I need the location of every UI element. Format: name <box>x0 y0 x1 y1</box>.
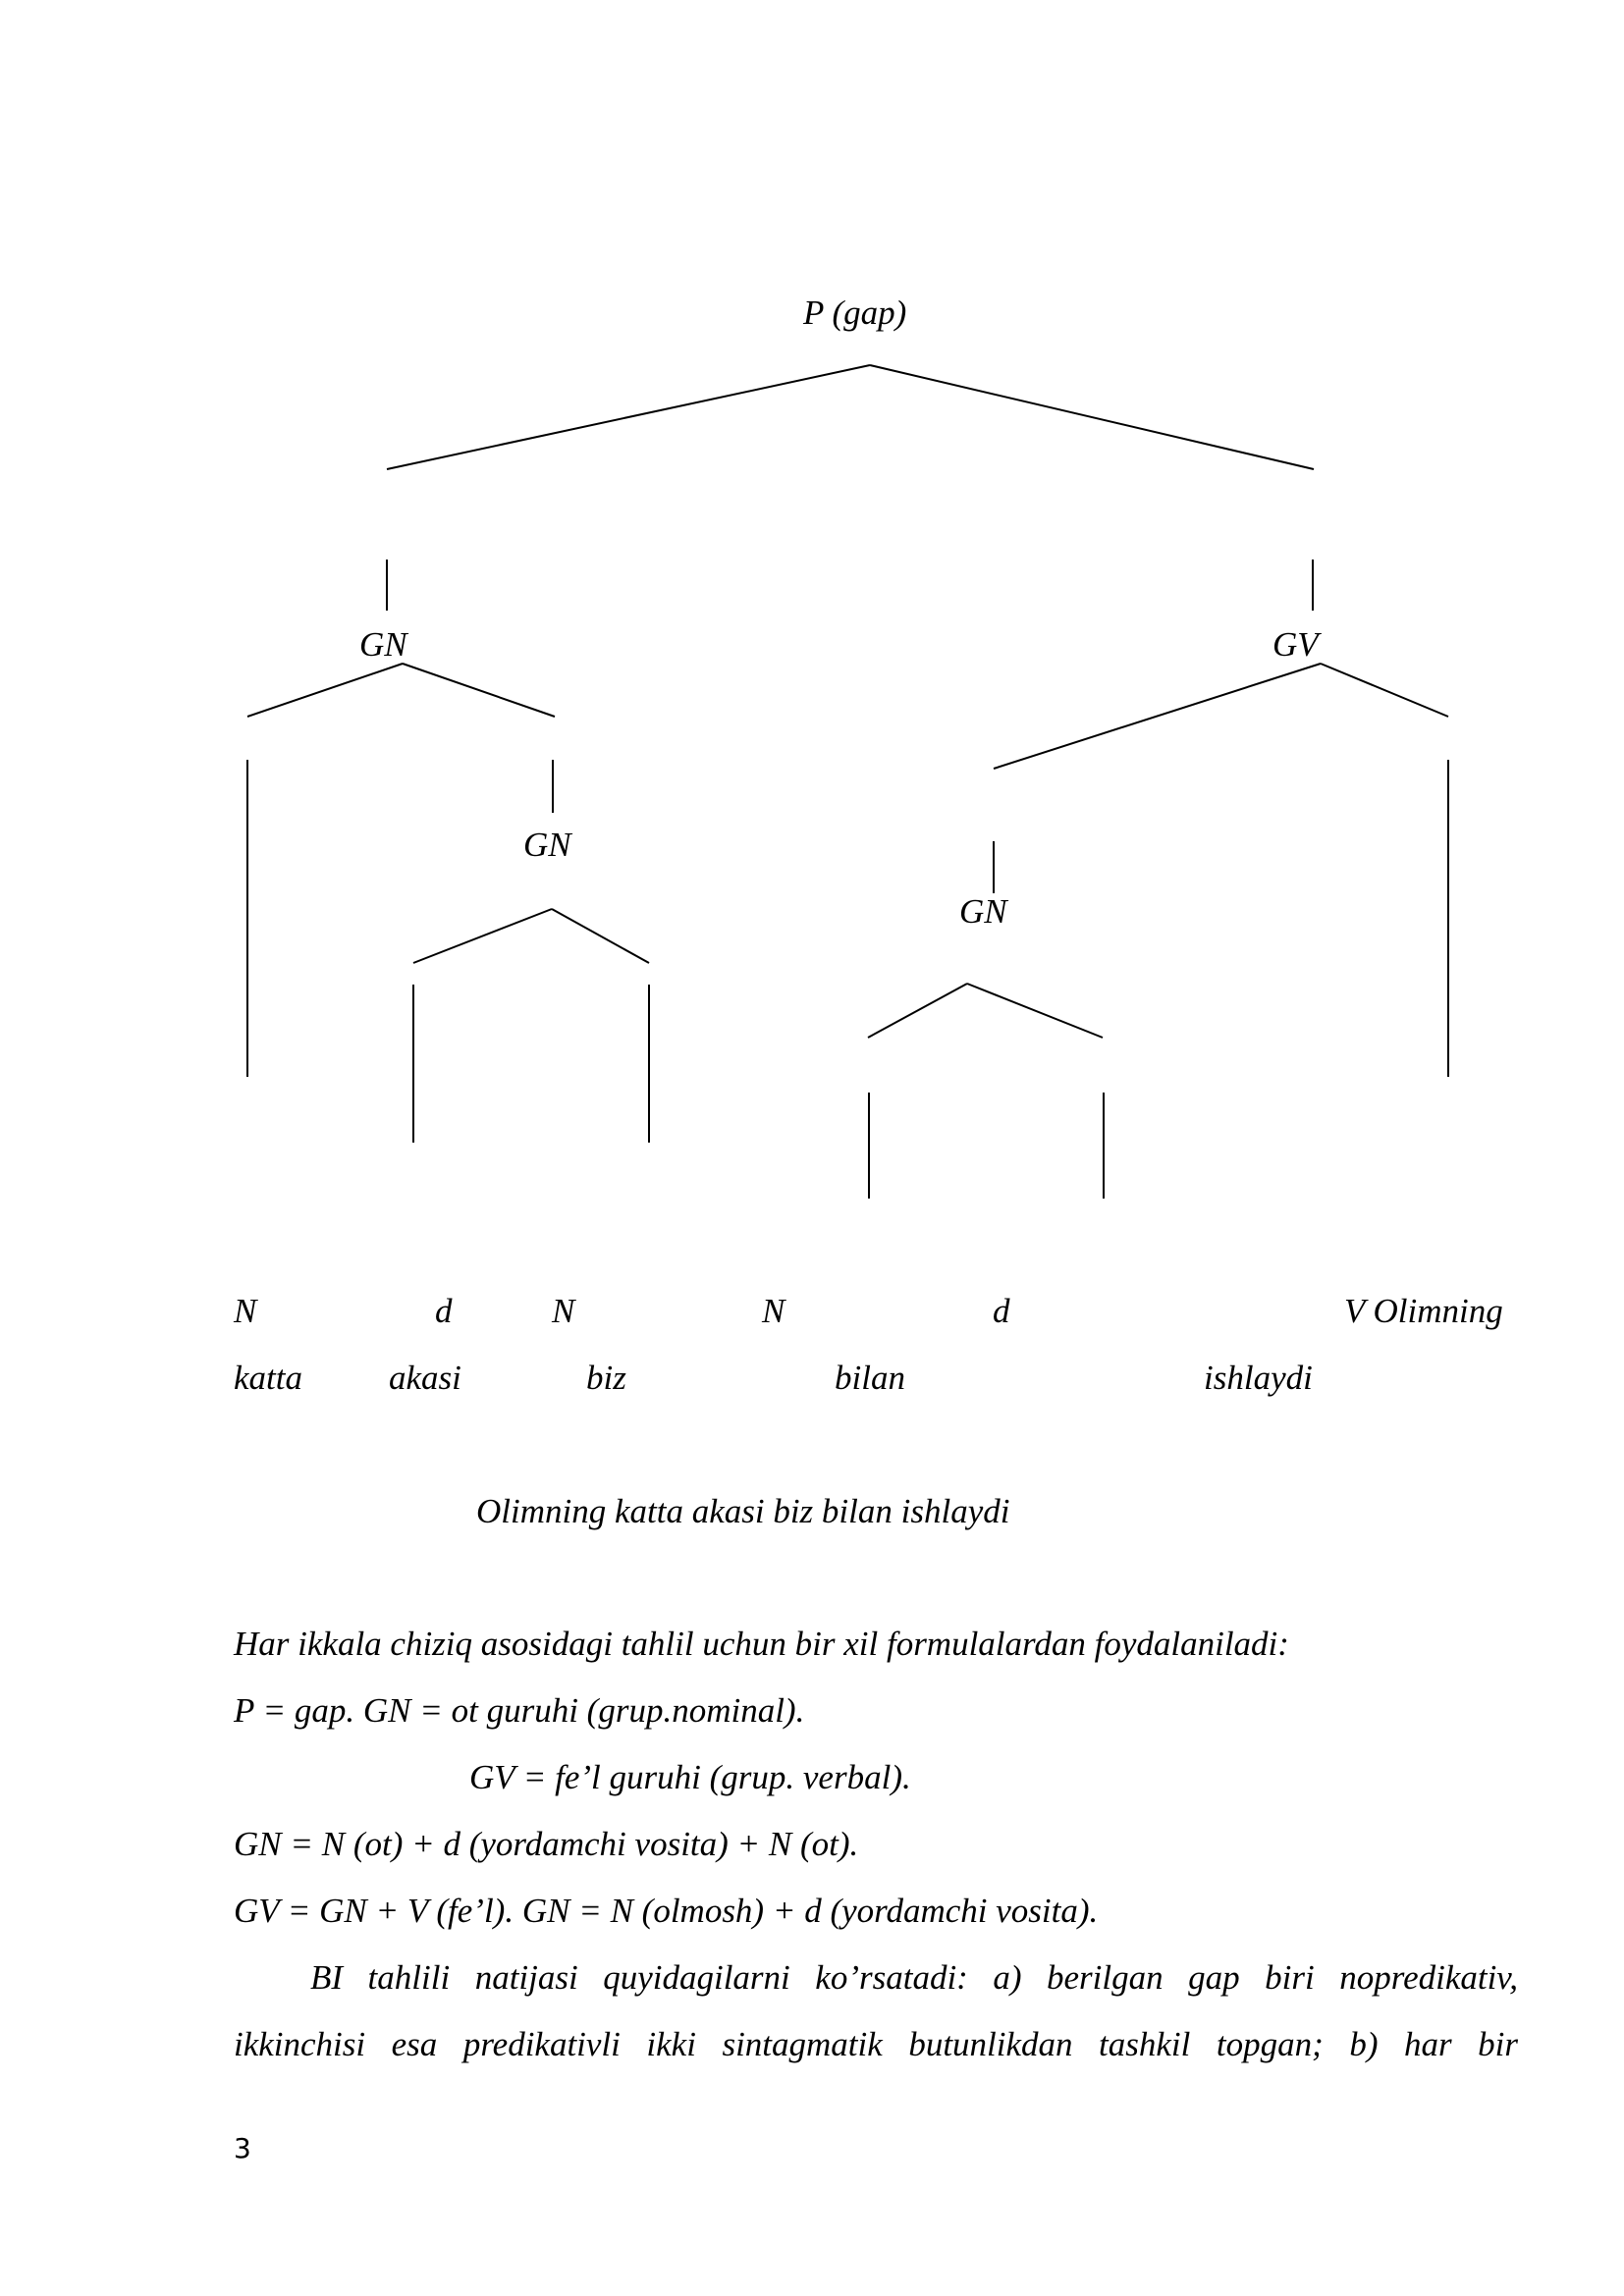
formula-line-3: GN = N (ot) + d (yordamchi vosita) + N (ot). <box>234 1825 859 1863</box>
word-akasi: akasi <box>389 1359 461 1397</box>
tree-root-label: P (gap) <box>803 294 907 332</box>
branch-gv-a <box>994 664 1321 769</box>
tree-node-gv: GV <box>1272 625 1319 664</box>
word-ishlaydi: ishlaydi <box>1204 1359 1313 1397</box>
tree-node-gn-inner-right: GN <box>959 892 1007 931</box>
tag-n-1: N <box>234 1292 257 1330</box>
branch-gn-inner-left-b <box>552 909 649 963</box>
formula-line-2: GV = fe’l guruhi (grup. verbal). <box>469 1758 911 1796</box>
example-sentence: Olimning katta akasi biz bilan ishlaydi <box>476 1492 1010 1530</box>
page-number: 3 <box>234 2132 251 2164</box>
tree-node-gn-left: GN <box>359 625 407 664</box>
word-bilan: bilan <box>835 1359 905 1397</box>
tag-d-1: d <box>435 1292 453 1330</box>
branch-root-right <box>870 365 1314 469</box>
formula-line-4: GV = GN + V (fe’l). GN = N (olmosh) + d (yordamchi vosita). <box>234 1892 1099 1930</box>
tag-d-2: d <box>993 1292 1010 1330</box>
branch-gn-left-b <box>403 664 555 717</box>
tag-n-3: N <box>762 1292 785 1330</box>
branch-gn-inner-left-a <box>413 909 552 963</box>
formula-line-1: P = gap. GN = ot guruhi (grup.nominal). <box>234 1691 805 1730</box>
word-biz: biz <box>586 1359 626 1397</box>
branch-gv-b <box>1321 664 1448 717</box>
tag-v-olimning: V Olimning <box>1344 1292 1503 1330</box>
branch-gn-inner-right-a <box>868 984 967 1038</box>
word-katta: katta <box>234 1359 302 1397</box>
paragraph-line-2: ikkinchisi esa predikativli ikki sintagmatik butunlikdan tashkil topgan; b) har bir <box>234 2025 1518 2063</box>
formula-intro: Har ikkala chiziq asosidagi tahlil uchun bir xil formulalardan foydalaniladi: <box>234 1625 1289 1663</box>
tree-node-gn-inner-left: GN <box>523 826 571 864</box>
tag-n-2: N <box>552 1292 575 1330</box>
body-paragraph <box>234 1945 1518 2078</box>
paragraph-line-1: BI tahlili natijasi quyidagilarni ko’rsatadi: a) berilgan gap biri nopredikativ, <box>310 1958 1518 1997</box>
branch-gn-inner-right-b <box>967 984 1103 1038</box>
branch-gn-left-a <box>247 664 403 717</box>
branch-root-left <box>387 365 870 469</box>
